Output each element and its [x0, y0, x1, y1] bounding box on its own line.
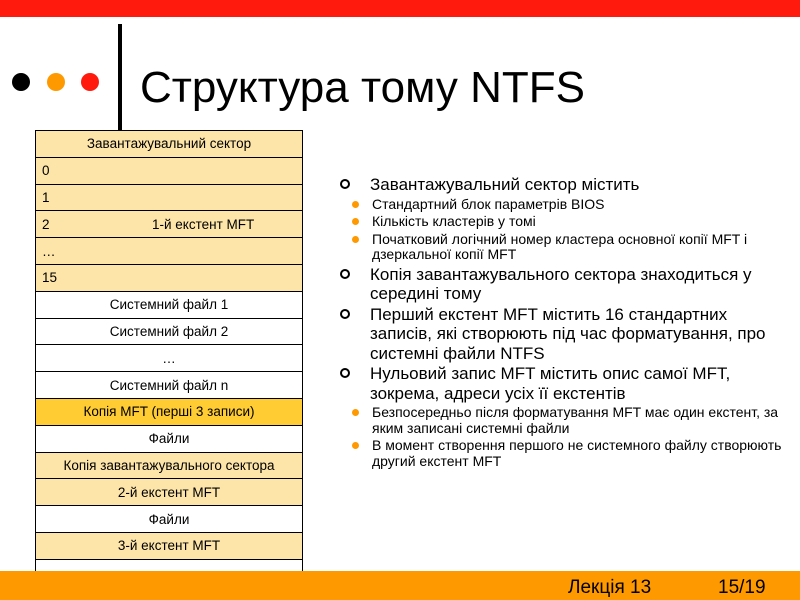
- table-cell: Файли: [36, 425, 303, 452]
- table-row: [36, 452, 303, 479]
- list-item: [338, 364, 783, 403]
- table-row: [36, 184, 303, 211]
- cell-sector-number: 2: [42, 216, 50, 232]
- ring-bullet-icon: [340, 368, 350, 378]
- table-row: [36, 264, 303, 291]
- table-cell: 0: [36, 157, 303, 184]
- table-row: [36, 238, 303, 265]
- table-row: [36, 291, 303, 318]
- sub-bullet-text: В момент створення першого не системного файлу створюють другий екстент MFT: [372, 437, 782, 469]
- table-row: [36, 345, 303, 372]
- footer-lecture-label: Лекція 13: [568, 577, 652, 598]
- cell-extent-label: 1-й екстент MFT: [152, 216, 255, 232]
- table-cell: Копія MFT (перші 3 записи): [36, 398, 303, 425]
- ring-bullet-icon: [340, 179, 350, 189]
- orange-bullet-icon: [352, 201, 359, 208]
- bullet-list: [338, 175, 783, 471]
- table-cell: …: [36, 345, 303, 372]
- slide-title: Структура тому NTFS: [140, 63, 585, 112]
- sub-bullet-text: Початковий логічний номер кластера основної копії MFT і дзеркальної копії MFT: [372, 230, 748, 262]
- table-cell: 3-й екстент MFT: [36, 532, 303, 559]
- footer-bar: [0, 571, 800, 600]
- top-accent-bar: [0, 0, 800, 17]
- orange-bullet-icon: [352, 409, 359, 416]
- table-cell: Системний файл 2: [36, 318, 303, 345]
- sub-bullet-text: Безпосередньо після форматування MFT має один екстент, за яким записані системні файли: [372, 404, 779, 436]
- orange-bullet-icon: [352, 236, 359, 243]
- table-row: [36, 318, 303, 345]
- table-row: [36, 479, 303, 506]
- ntfs-volume-table: [35, 130, 303, 587]
- sub-bullet-text: Кількість кластерів у томі: [372, 213, 536, 229]
- table-row: [36, 425, 303, 452]
- orange-bullet-icon: [352, 442, 359, 449]
- table-cell: …: [36, 238, 303, 265]
- orange-dot-icon: [47, 73, 65, 91]
- list-item: [338, 265, 783, 304]
- table-cell: Завантажувальний сектор: [36, 131, 303, 158]
- orange-bullet-icon: [352, 218, 359, 225]
- table-cell: Системний файл n: [36, 372, 303, 399]
- table-cell: [36, 211, 303, 238]
- table-cell: 1: [36, 184, 303, 211]
- table-row: [36, 157, 303, 184]
- sub-list-item: [338, 214, 783, 230]
- table-cell: 2-й екстент MFT: [36, 479, 303, 506]
- table-cell: Системний файл 1: [36, 291, 303, 318]
- bullet-text: Нульовий запис MFT містить опис самої MFT, зокрема, адреси усіх її екстентів: [370, 364, 731, 403]
- table-cell: Файли: [36, 506, 303, 533]
- bullet-text: Копія завантажувального сектора знаходиться у середині тому: [370, 264, 752, 303]
- table-cell: 15: [36, 264, 303, 291]
- list-item: [338, 305, 783, 364]
- table-row: [36, 372, 303, 399]
- table-row: [36, 211, 303, 238]
- bullet-text: Завантажувальний сектор містить: [370, 175, 640, 194]
- red-dot-icon: [81, 73, 99, 91]
- sub-list-item: [338, 405, 783, 436]
- table-row: [36, 398, 303, 425]
- list-item: [338, 175, 783, 195]
- black-dot-icon: [12, 73, 30, 91]
- table-row: [36, 506, 303, 533]
- title-divider: [118, 24, 122, 130]
- sub-list-item: [338, 197, 783, 213]
- sub-bullet-text: Стандартний блок параметрів BIOS: [372, 195, 605, 212]
- bullet-text: Перший екстент MFT містить 16 стандартних записів, які створюють під час форматування, про системні файли NTFS: [370, 304, 766, 363]
- table-row: [36, 131, 303, 158]
- table-cell: Копія завантажувального сектора: [36, 452, 303, 479]
- sub-list-item: [338, 438, 783, 469]
- ring-bullet-icon: [340, 269, 350, 279]
- sub-list-item: [338, 232, 783, 263]
- ring-bullet-icon: [340, 309, 350, 319]
- footer-page-number: 15/19: [718, 577, 766, 598]
- table-row: [36, 532, 303, 559]
